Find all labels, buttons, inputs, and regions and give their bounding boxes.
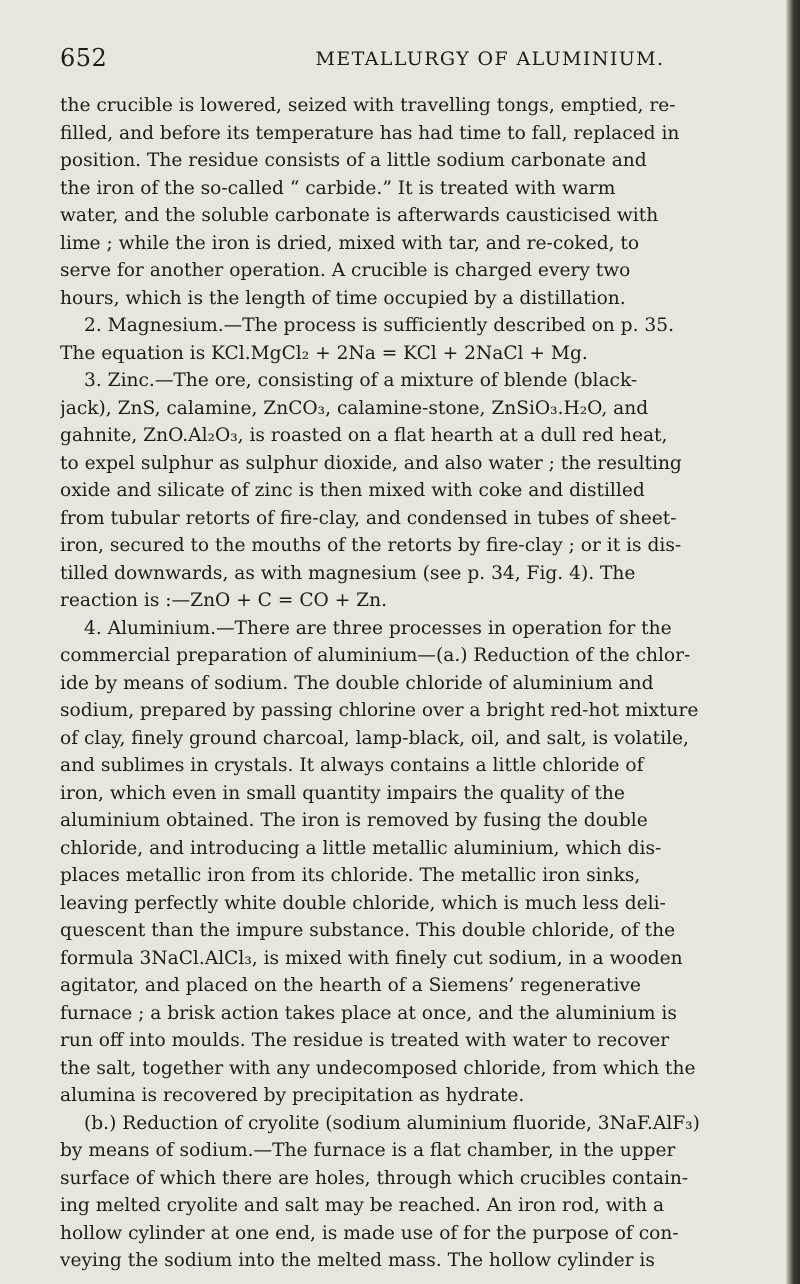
text-line: ing melted cryolite and salt may be reached. An iron rod, with a: [60, 1195, 665, 1216]
text-line: leaving perfectly white double chloride, which is much less deli-: [60, 892, 666, 914]
text-line: position. The residue consists of a little sodium carbonate and: [60, 150, 647, 171]
text-line: places metallic iron from its chloride. The metallic iron sinks,: [60, 865, 641, 886]
text-line: gahnite, ZnO.Al₂O₃, is roasted on a flat hearth at a dull red heat,: [60, 425, 668, 446]
text-line: water, and the soluble carbonate is afterwards causticised with: [60, 205, 659, 226]
text-line: and sublimes in crystals. It always contains a little chloride of: [60, 755, 644, 776]
text-line: hours, which is the length of time occupied by a distillation.: [60, 287, 626, 309]
text-line: veying the sodium into the melted mass. The hollow cylinder is: [60, 1250, 655, 1271]
text-line: jack), ZnS, calamine, ZnCO₃, calamine-stone, ZnSiO₃.H₂O, and: [60, 397, 649, 419]
text-line: ide by means of sodium. The double chloride of aluminium and: [60, 672, 654, 694]
text-line: the crucible is lowered, seized with travelling tongs, emptied, re-: [60, 95, 676, 116]
text-line: chloride, and introducing a little metallic aluminium, which dis-: [60, 837, 662, 859]
text-line: agitator, and placed on the hearth of a Siemens’ regenerative: [60, 975, 641, 996]
text-line: (b.) Reduction of cryolite (sodium aluminium fluoride, 3NaF.AlF₃): [84, 1112, 700, 1134]
text-line: surface of which there are holes, through which crucibles contain-: [60, 1167, 689, 1189]
text-line: 2. Magnesium.—The process is sufficiently described on p. 35.: [84, 315, 674, 336]
text-line: formula 3NaCl.AlCl₃, is mixed with finely cut sodium, in a wooden: [60, 947, 683, 969]
text-line: run off into moulds. The residue is treated with water to recover: [60, 1030, 670, 1051]
text-line: 3. Zinc.—The ore, consisting of a mixture of blende (black-: [84, 370, 638, 391]
page-header: [60, 38, 760, 78]
text-line: sodium, prepared by passing chlorine over a bright red-hot mixture: [60, 700, 699, 721]
page-number: 652: [60, 44, 108, 72]
body-text: [60, 92, 774, 1275]
text-line: oxide and silicate of zinc is then mixed with coke and distilled: [60, 480, 645, 501]
text-line: reaction is :—ZnO + C = CO + Zn.: [60, 590, 387, 611]
text-line: commercial preparation of aluminium—(a.) Reduction of the chlor-: [60, 645, 691, 666]
text-line: filled, and before its temperature has had time to fall, replaced in: [60, 122, 680, 144]
text-line: iron, which even in small quantity impairs the quality of the: [60, 782, 625, 804]
text-line: quescent than the impure substance. This double chloride, of the: [60, 920, 676, 941]
text-line: to expel sulphur as sulphur dioxide, and also water ; the resulting: [60, 452, 682, 474]
text-line: hollow cylinder at one end, is made use of for the purpose of con-: [60, 1222, 679, 1244]
text-line: serve for another operation. A crucible is charged every two: [60, 260, 631, 281]
text-line: furnace ; a brisk action takes place at once, and the aluminium is: [60, 1002, 677, 1024]
text-line: alumina is recovered by precipitation as hydrate.: [60, 1085, 525, 1106]
text-line: the salt, together with any undecomposed chloride, from which the: [60, 1057, 696, 1079]
text-line: the iron of the so-called “ carbide.” It is treated with warm: [60, 177, 616, 199]
text-line: lime ; while the iron is dried, mixed with tar, and re-coked, to: [60, 232, 640, 254]
text-line: tilled downwards, as with magnesium (see p. 34, Fig. 4). The: [60, 562, 636, 584]
running-title: METALLURGY OF ALUMINIUM.: [315, 48, 665, 70]
text-line: The equation is KCl.MgCl₂ + 2Na = KCl + 2NaCl + Mg.: [60, 342, 588, 364]
page-edge-shadow: [786, 0, 800, 1284]
text-line: by means of sodium.—The furnace is a flat chamber, in the upper: [60, 1140, 676, 1161]
text-line: iron, secured to the mouths of the retorts by fire-clay ; or it is dis-: [60, 535, 682, 556]
text-line: 4. Aluminium.—There are three processes in operation for the: [84, 617, 672, 639]
text-line: from tubular retorts of fire-clay, and condensed in tubes of sheet-: [60, 507, 677, 529]
text-line: of clay, finely ground charcoal, lamp-black, oil, and salt, is volatile,: [60, 727, 689, 749]
text-line: aluminium obtained. The iron is removed by fusing the double: [60, 810, 648, 831]
